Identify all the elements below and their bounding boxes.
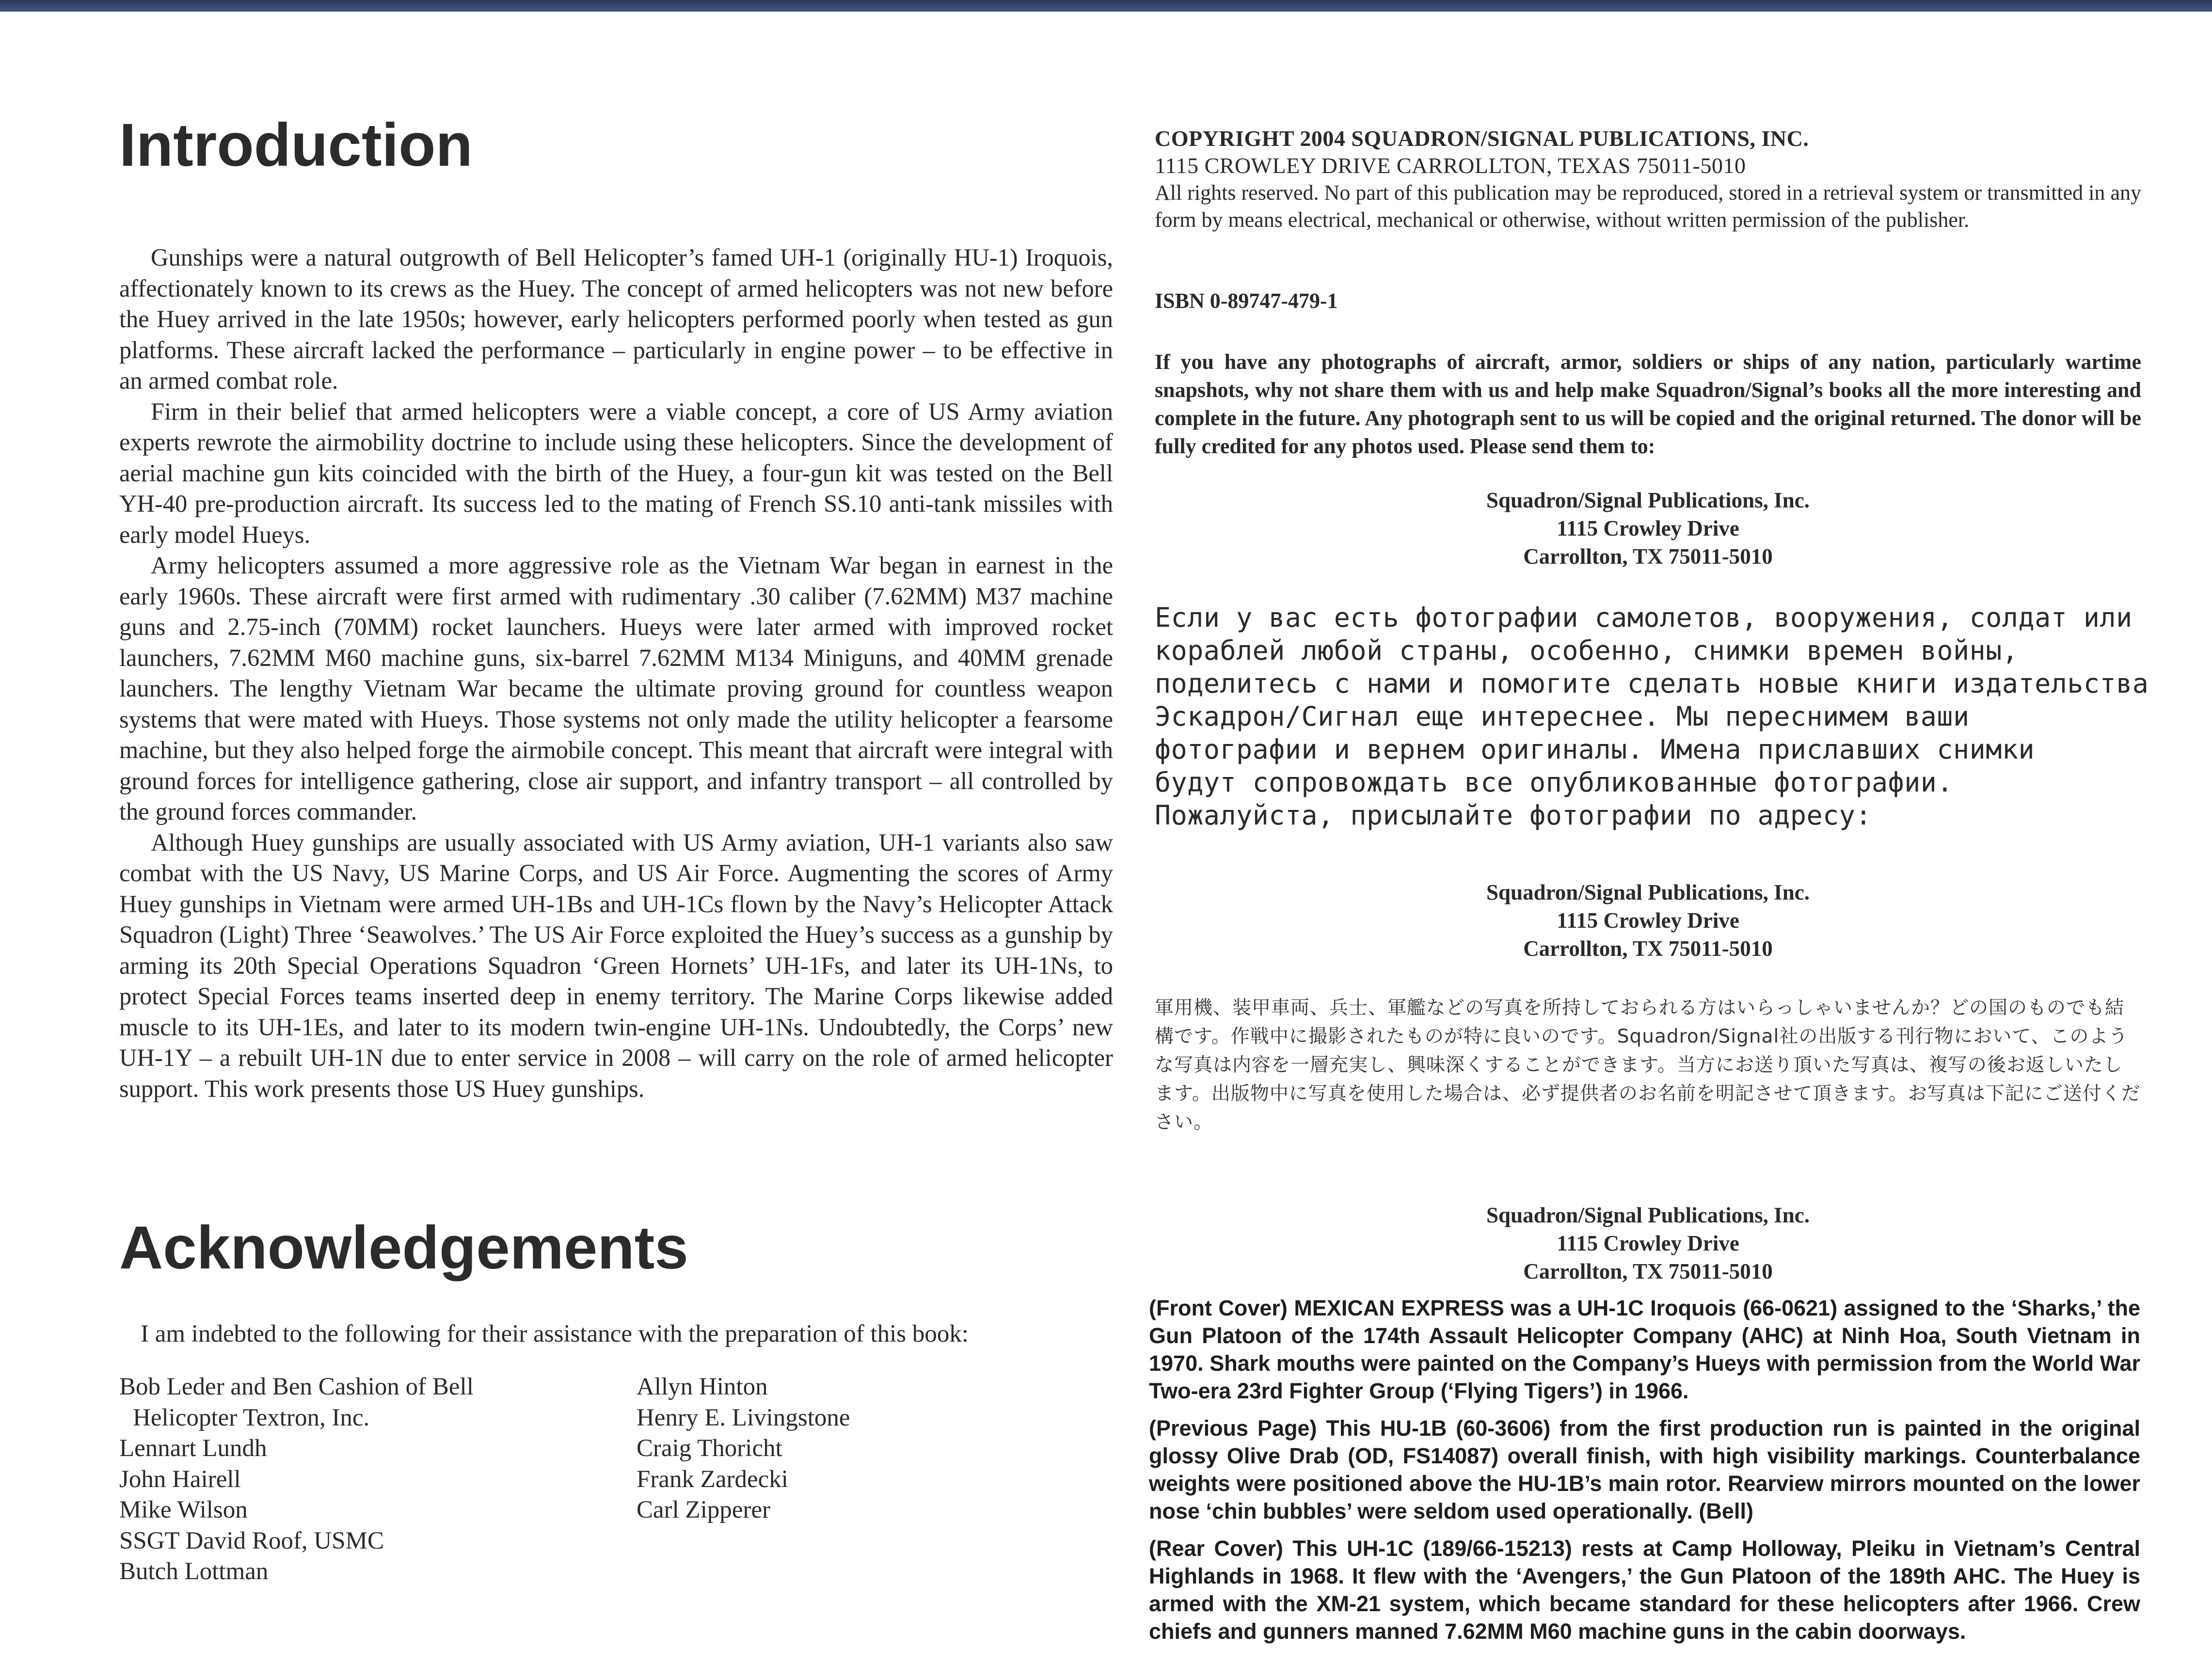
ack-name: Bob Leder and Ben Cashion of Bell — [119, 1373, 474, 1400]
ack-name: SSGT David Roof, USMC — [119, 1527, 384, 1554]
mailing-address — [1155, 1201, 2141, 1285]
photo-request-japanese: 軍用機、装甲車両、兵士、軍艦などの写真を所持しておられる方はいらっしゃいませんか？どの国のものでも結構です。作戦中に撮影されたものが特に良いのです。Squadron/Signal社の出版する刊行物において、このような写真は内容を一層充実し、興味深くすることができます。当方にお送り頂いた写真は、複写の後お返しいたします。出版物中に写真を使用した場合は、必ず提供者のお名前を明記させて頂きます。お写真は下記にご送付ください。 — [1155, 997, 2141, 1133]
mailing-address — [1155, 878, 2141, 963]
intro-paragraph: Firm in their belief that armed helicopters were a viable concept, a core of US Army aviation experts rewrote the airmobility doctrine to include using these helicopters. Since the development of aerial machine gun kits coincided with the birth of the Huey, a four-gun kit was tested on the Bell YH-40 pre-production aircraft. Its success led to the mating of French SS.10 anti-tank missiles with early model Hueys. — [119, 397, 1113, 548]
isbn: ISBN 0-89747-479-1 — [1155, 289, 1338, 313]
ack-name: Allyn Hinton — [637, 1373, 768, 1400]
top-border — [0, 0, 2212, 12]
ack-name: Carl Zipperer — [637, 1496, 771, 1523]
ru-line: поделитесь с нами и помогите сделать новые книги издательства — [1155, 668, 2149, 699]
introduction-section — [119, 111, 1113, 1104]
introduction-title: Introduction — [119, 111, 473, 179]
ack-name: Butch Lottman — [119, 1558, 269, 1585]
copyright-block — [1155, 125, 2141, 234]
ack-name: Mike Wilson — [119, 1496, 248, 1523]
intro-paragraph: Although Huey gunships are usually associated with US Army aviation, UH-1 variants also saw combat with the US Navy, US Marine Corps, and US Air Force. Augmenting the scores of Army Huey gunships in Vietnam were armed UH-1Bs and UH-1Cs flown by the Navy’s Helicopter Attack Squadron (Light) Three ‘Seawolves.’ The US Air Force exploited the Huey’s success as a gunship by arming its 20th Special Operations Squadron ‘Green Hornets’ UH-1Fs, and later its UH-1Ns, to protect Special Forces teams inserted deep in enemy territory. The Marine Corps likewise added muscle to its UH-1Es, and later to its modern twin-engine UH-1Ns. Undoubtedly, the Corps’ new UH-1Y – a rebuilt UH-1N due to enter service in 2008 – will carry on the role of armed helicopter support. This work presents those US Huey gunships. — [119, 828, 1113, 1102]
acknowledgements-title: Acknowledgements — [119, 1214, 688, 1282]
ack-name: Helicopter Textron, Inc. — [133, 1404, 370, 1431]
address-line: Squadron/Signal Publications, Inc. — [1486, 488, 1810, 512]
copyright-rights: All rights reserved. No part of this publication may be reproduced, stored in a retrieval system or transmitted in any form by means electrical, mechanical or otherwise, without written permission of the publisher. — [1155, 181, 2141, 232]
ack-name: Lennart Lundh — [119, 1435, 267, 1462]
address-line: Carrollton, TX 75011-5010 — [1523, 936, 1773, 961]
caption-front-cover: (Front Cover) MEXICAN EXPRESS was a UH-1C Iroquois (66-0621) assigned to the ‘Sharks,’ the Gun Platoon of the 174th Assault Helicopter Company (AHC) at Ninh Hoa, South Vietnam in 1970. Shark mouths were painted on the Company’s Hueys with permission from the World War Two-era 23rd Fighter Group (‘Flying Tigers’) in 1966. — [1149, 1296, 2140, 1403]
copyright-title: COPYRIGHT 2004 SQUADRON/SIGNAL PUBLICATIONS, INC. — [1155, 126, 1809, 151]
address-line: 1115 Crowley Drive — [1557, 908, 1739, 933]
photo-request-english: If you have any photographs of aircraft, armor, soldiers or ships of any nation, particularly wartime snapshots, why not share them with us and help make Squadron/Signal’s books all the more interesting and complete in the future. Any photograph sent to us will be copied and the original returned. The donor will be fully credited for any photos used. Please send them to: — [1155, 350, 2141, 458]
copyright-address: 1115 CROWLEY DRIVE CARROLLTON, TEXAS 75011-5010 — [1155, 153, 1746, 178]
ack-name: Craig Thoricht — [637, 1435, 782, 1462]
ack-name: Henry E. Livingstone — [637, 1404, 850, 1431]
acknowledgements-names-col2 — [637, 1372, 976, 1526]
introduction-body — [119, 242, 1113, 1104]
cover-captions — [1149, 1294, 2140, 1655]
ru-line: Эскадрон/Сигнал еще интереснее. Мы переснимем ваши — [1155, 701, 1970, 732]
ack-name: Frank Zardecki — [637, 1465, 788, 1493]
ru-line: Пожалуйста, присылайте фотографии по адресу: — [1155, 800, 1872, 831]
caption-previous-page: (Previous Page) This HU-1B (60-3606) from the first production run is painted in the original glossy Olive Drab (OD, FS14087) overall finish, with high visibility markings. Counterbalance weights were positioned above the HU-1B’s main rotor. Rearview mirrors mounted on the lower nose ‘chin bubbles’ were seldom used operationally. (Bell) — [1149, 1416, 2140, 1523]
photo-request-russian — [1155, 601, 2153, 832]
acknowledgements-intro: I am indebted to the following for their assistance with the preparation of this book: — [141, 1320, 969, 1347]
address-line: Carrollton, TX 75011-5010 — [1523, 544, 1773, 569]
caption-rear-cover: (Rear Cover) This UH-1C (189/66-15213) rests at Camp Holloway, Pleiku in Vietnam’s Central Highlands in 1968. It flew with the ‘Avengers,’ the Gun Platoon of the 189th AHC. The Huey is armed with the XM-21 system, which became standard for these helicopters after 1966. Crew chiefs and gunners manned 7.62MM M60 machine guns in the cabin doorways. — [1149, 1536, 2140, 1644]
ack-name: John Hairell — [119, 1465, 241, 1493]
address-line: 1115 Crowley Drive — [1557, 1231, 1739, 1255]
ru-line: Если у вас есть фотографии самолетов, вооружения, солдат или — [1155, 602, 2132, 633]
address-line: Squadron/Signal Publications, Inc. — [1486, 1203, 1810, 1227]
ru-line: кораблей любой страны, особенно, снимки времен войны, — [1155, 635, 2019, 666]
mailing-address — [1155, 486, 2141, 571]
intro-paragraph: Army helicopters assumed a more aggressive role as the Vietnam War began in earnest in the early 1960s. These aircraft were first armed with rudimentary .30 caliber (7.62MM) M37 machine guns and 2.75-inch (70MM) rocket launchers. Hueys were later armed with improved rocket launchers, 7.62MM M60 machine guns, six-barrel 7.62MM M134 Miniguns, and 40MM grenade launchers. The lengthy Vietnam War became the ultimate proving ground for countless weapon systems that were mated with Hueys. Those systems not only made the utility helicopter a fearsome machine, but they also helped forge the airmobile concept. This meant that aircraft were integral with ground forces for intelligence gathering, close air support, and infantry transport – all controlled by the ground forces commander. — [119, 552, 1113, 825]
acknowledgements-names-col1 — [119, 1372, 604, 1587]
address-line: 1115 Crowley Drive — [1557, 516, 1739, 540]
ru-line: будут сопровождать все опубликованные фотографии. — [1155, 767, 1954, 798]
address-line: Carrollton, TX 75011-5010 — [1523, 1259, 1773, 1284]
intro-paragraph: Gunships were a natural outgrowth of Bell Helicopter’s famed UH-1 (originally HU-1) Iroquois, affectionately known to its crews as the Huey. The concept of armed helicopters was not new before the Huey arrived in the late 1950s; however, early helicopters performed poorly when tested as gun platforms. These aircraft lacked the performance – particularly in engine power – to be effective in an armed combat role. — [119, 244, 1113, 394]
ru-line: фотографии и вернем оригиналы. Имена приславших снимки — [1155, 734, 2035, 765]
address-line: Squadron/Signal Publications, Inc. — [1486, 880, 1810, 904]
